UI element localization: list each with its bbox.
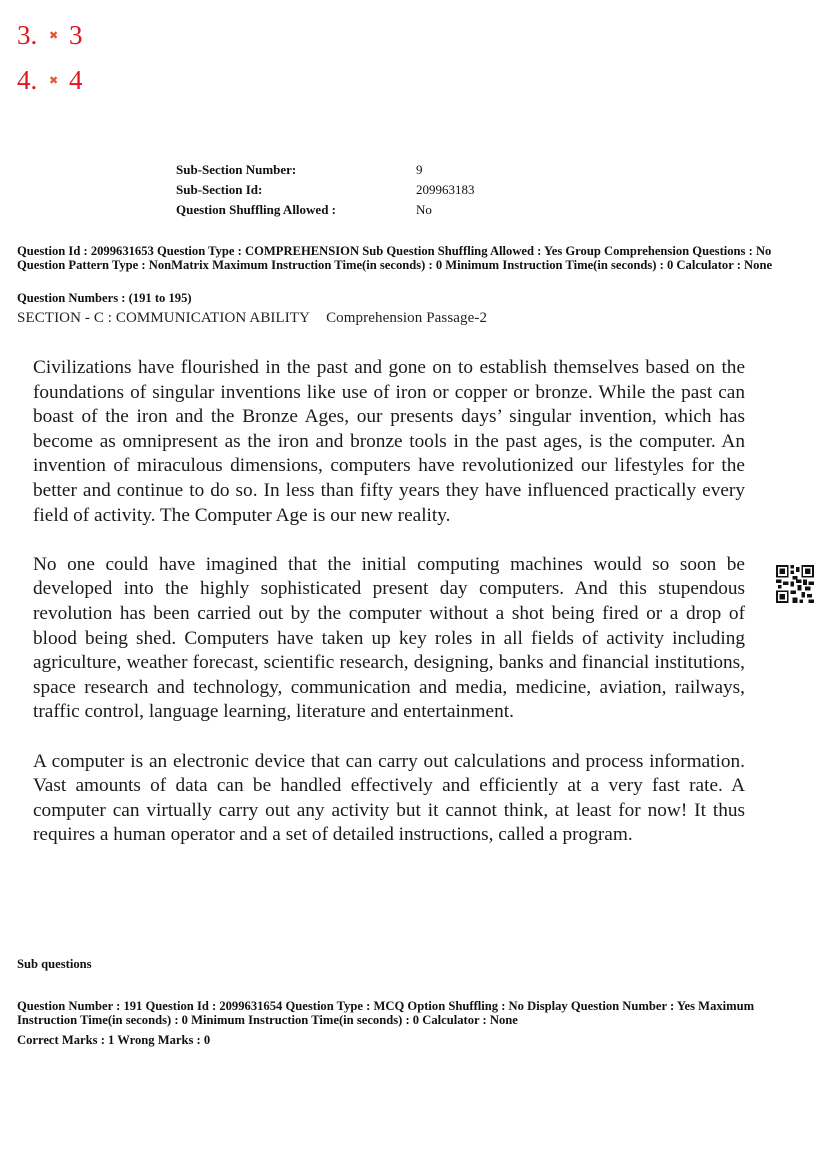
option-value: 3 [69,20,83,50]
section-title: SECTION - C : COMMUNICATION ABILITY [17,310,311,326]
comprehension-passage [33,356,745,872]
question-191-marks: Correct Marks : 1 Wrong Marks : 0 [17,1033,211,1047]
passage-paragraph: A computer is an electronic device that can carry out calculations and process information. Vast amounts of data can be handled effectively and efficiently at a very fast rate. A computer can virtually carry out any activity but it cannot think, at least for now! It thus requires a human operator and a set of detailed instructions, called a program. [33,750,745,846]
sub-questions-heading: Sub questions [17,957,92,971]
field-label: Sub-Section Id: [176,182,263,197]
passage-paragraph: Civilizations have flourished in the past and gone on to establish themselves based on the foundations of singular inventions like use of iron or copper or bronze. While the past can boast of the iron and the Bronze Ages, our presents days’ singular invention, which has become as omnipresent as the iron and bronze tools in the past ages, is the computer. An invention of miraculous dimensions, computers have revolutionized our lifestyles for the better and continue to do so. In less than fifty years they have influenced practically every field of activity. The Computer Age is our new reality. [33,357,745,526]
qr-code-icon [776,565,814,603]
option-number: 4. [17,65,38,95]
question-numbers: Question Numbers : (191 to 195) [17,291,192,305]
question-191-meta: Question Number : 191 Question Id : 2099631654 Question Type : MCQ Option Shuffling : No Display Question Number : Yes Maximum Instruction Time(in seconds) : 0 Minimum Instruction Time(in seconds) : 0 Calculator : None [17,999,755,1027]
cross-icon: ✖ [49,29,59,42]
section-heading [17,310,487,327]
field-value: 209963183 [416,182,475,197]
option-number: 3. [17,20,38,50]
subsection-id-row [176,182,475,202]
answer-option-3 [17,22,83,49]
field-value: 9 [416,162,423,177]
field-label: Question Shuffling Allowed : [176,202,337,217]
question-shuffling-row [176,202,475,222]
answer-option-4 [17,67,83,94]
field-value: No [416,202,432,217]
passage-paragraph: No one could have imagined that the initial computing machines would so soon be developed into the highly sophisticated present day computers. And this stupendous revolution has been carried out by the computer without a shot being fired or a drop of blood being shed. Computers have taken up key roles in all fields of activity including agriculture, weather forecast, scientific research, designing, banks and financial institutions, space research and technology, communication and media, medicine, aviation, railways, traffic control, language learning, literature and entertainment. [33,553,745,723]
option-value: 4 [69,65,83,95]
passage-title: Comprehension Passage-2 [326,310,488,326]
field-label: Sub-Section Number: [176,162,297,177]
subsection-info-table [176,162,475,222]
cross-icon: ✖ [49,74,59,87]
subsection-number-row [176,162,475,182]
comprehension-question-meta: Question Id : 2099631653 Question Type : COMPREHENSION Sub Question Shuffling Allowed : Yes Group Comprehension Questions : No Question Pattern Type : NonMatrix Maximum Instruction Time(in seconds) : 0 Minimum Instruction Time(in seconds) : 0 Calculator : None [17,244,773,272]
